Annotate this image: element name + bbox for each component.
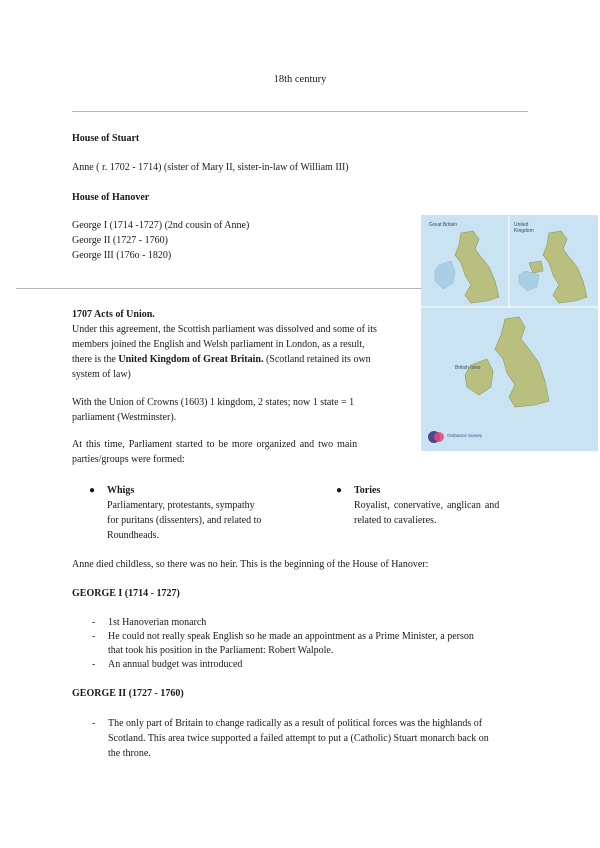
- union-text: members joined the English and Welsh parliament in London, as a result,: [72, 339, 365, 350]
- hanover-line: George II (1727 - 1760): [72, 235, 168, 246]
- party-desc: Parliamentary, protestants, sympathy: [107, 500, 255, 511]
- hanover-line: George III (176o - 1820): [72, 250, 172, 261]
- party-desc: related to cavalieres.: [354, 515, 437, 526]
- list-item: Scotland. This area twice supported a failed attempt to put a (Catholic) Stuart monarch back on: [108, 733, 489, 744]
- list-item: An annual budget was introduced: [108, 659, 243, 670]
- union-text-part: (Scotland retained its own: [263, 354, 371, 365]
- crowns-text: With the Union of Crowns (1603) 1 kingdom, 2 states; now 1 state = 1: [72, 397, 355, 408]
- british-isles-map: [421, 215, 598, 451]
- union-text: system of law): [72, 369, 131, 380]
- union-text: [72, 352, 371, 367]
- map-logo-text: Ordnance Survey: [447, 433, 483, 438]
- party-desc: Royalist, conervative, anglican and: [354, 500, 500, 511]
- list-item: that took his position in the Parliament: Robert Walpole.: [108, 645, 334, 656]
- union-heading: 1707 Acts of Union.: [72, 309, 155, 320]
- page-title: 18th century: [273, 74, 327, 85]
- section-divider: [16, 288, 421, 289]
- list-item: 1st Hanoverian monarch: [108, 617, 207, 628]
- party-desc: Roundheads.: [107, 530, 159, 541]
- map-label-isles: British Isles: [455, 365, 481, 371]
- top-divider: [72, 111, 528, 112]
- union-text: Under this agreement, the Scottish parliament was dissolved and some of its: [72, 324, 377, 335]
- hanover-line: George I (1714 -1727) (2nd cousin of Anne): [72, 220, 250, 231]
- party-name: Whigs: [107, 485, 135, 496]
- list-item: The only part of Britain to change radically as a result of political forces was the highlands of: [108, 718, 483, 729]
- george1-heading: GEORGE I (1714 - 1727): [72, 588, 180, 599]
- map-label-uk: United Kingdom: [514, 222, 534, 234]
- list-item: the throne.: [108, 748, 151, 759]
- bullet-icon: ●: [89, 485, 96, 496]
- parties-intro: parties/groups were formed:: [72, 454, 185, 465]
- map-label-gb: Great Britain: [429, 222, 458, 228]
- george2-heading: GEORGE II (1727 - 1760): [72, 688, 184, 699]
- list-item: He could not really speak English so he made an appointment as a Prime Minister, a person: [108, 631, 474, 642]
- party-name: Tories: [354, 485, 381, 496]
- dash-icon: -: [92, 631, 96, 642]
- hanover-heading: House of Hanover: [72, 192, 150, 203]
- dash-icon: -: [92, 659, 96, 670]
- parties-intro: At this time, Parliament started to be more organized and two main: [72, 439, 358, 450]
- map-graphic: [421, 215, 598, 451]
- stuart-heading: House of Stuart: [72, 133, 140, 144]
- anne-line: Anne died childless, so there was no heir. This is the beginning of the House of Hanover:: [72, 559, 429, 570]
- union-uk-name: United Kingdom of Great Britain.: [118, 354, 264, 365]
- union-text-part: there is the: [72, 354, 119, 365]
- bullet-icon: ●: [336, 485, 343, 496]
- dash-icon: -: [92, 617, 96, 628]
- party-desc: for puritans (dissenters), and related to: [107, 515, 262, 526]
- crowns-text: parliament (Westminster).: [72, 412, 177, 423]
- dash-icon: -: [92, 718, 96, 729]
- stuart-line: Anne ( r. 1702 - 1714) (sister of Mary II, sister-in-law of William III): [72, 162, 349, 173]
